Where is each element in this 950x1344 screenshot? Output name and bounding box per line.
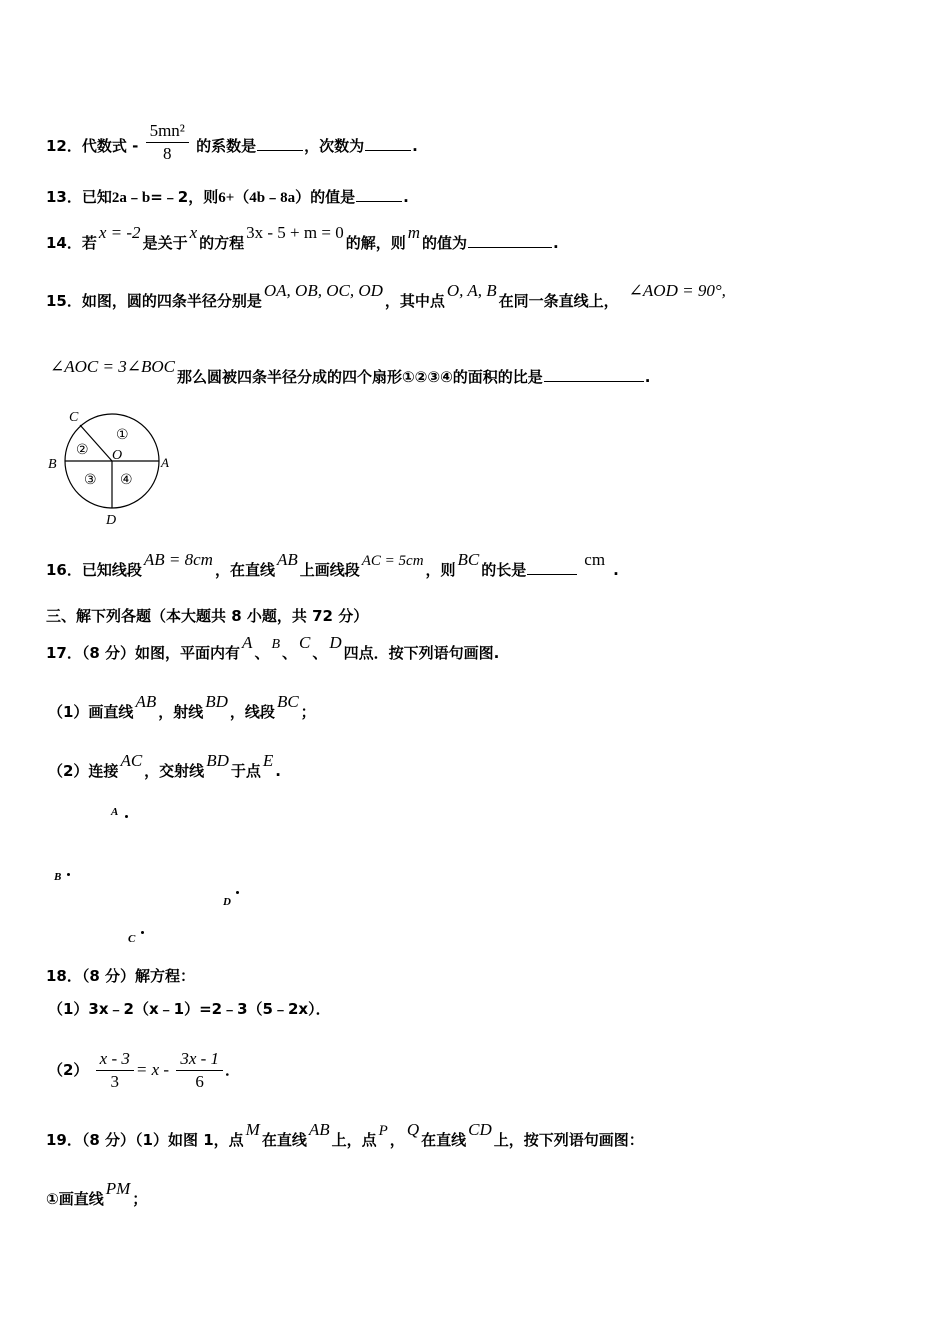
q16-math-4: BC bbox=[457, 550, 480, 569]
q17-sep-2: 、 bbox=[282, 644, 298, 662]
question-18-sub-1 bbox=[48, 999, 331, 1019]
question-16 bbox=[46, 550, 619, 581]
q19-math-2: AB bbox=[308, 1120, 330, 1139]
q15-t1: ，其中点 bbox=[384, 292, 445, 310]
q19-math-1: M bbox=[245, 1120, 260, 1139]
q12-fraction bbox=[146, 122, 189, 163]
q19-t3: ， bbox=[389, 1131, 405, 1149]
q17-fig-dot-c bbox=[141, 931, 144, 934]
q19-sub1-math: PM bbox=[105, 1179, 131, 1198]
q15-math-4: ∠AOC = 3∠BOC bbox=[50, 357, 175, 376]
q19-t4: 在直线 bbox=[421, 1131, 467, 1149]
q17-point-a: A bbox=[242, 633, 253, 652]
q16-t2: 上画线段 bbox=[299, 561, 360, 579]
q13-expr1: 2a﹣b bbox=[111, 190, 151, 206]
q17-sub2-math-1: AC bbox=[120, 751, 143, 770]
q17-fig-dot-d bbox=[236, 891, 239, 894]
q18-f2-num: 3x - 1 bbox=[176, 1050, 223, 1071]
question-19-sub-1 bbox=[46, 1179, 148, 1209]
q15-t3: 那么圆被四条半径分成的四个扇形①②③④的面积的比是 bbox=[176, 368, 543, 386]
q15-blank bbox=[544, 366, 644, 382]
q19-math-5: CD bbox=[468, 1120, 492, 1139]
q12-text: 12．代数式 - bbox=[46, 137, 139, 155]
q15-math-3: ∠AOD = 90°, bbox=[628, 281, 726, 300]
q19-math-4: Q bbox=[406, 1120, 420, 1139]
q13-blank bbox=[356, 186, 402, 202]
q12-frac-num: 5mn² bbox=[146, 122, 189, 143]
sector-1-label: ① bbox=[116, 427, 129, 443]
q19-sub1-end: ； bbox=[132, 1190, 148, 1208]
q18-sub1: （1）3x﹣2（x﹣1）=2﹣3（5﹣2x）． bbox=[48, 1000, 331, 1018]
q17-sub1-math-3: BC bbox=[276, 692, 299, 711]
question-17-sub-1 bbox=[48, 692, 316, 722]
q17-point-b: B bbox=[271, 637, 281, 652]
q18-fraction-2 bbox=[176, 1050, 223, 1091]
q17-sub1-d: ； bbox=[300, 703, 316, 721]
q14-math-3: 3x - 5 + m = 0 bbox=[246, 223, 344, 242]
label-d: D bbox=[106, 513, 117, 528]
label-c: C bbox=[69, 410, 79, 425]
q13-period: . bbox=[403, 188, 409, 206]
q17-sub1-math-2: BD bbox=[205, 692, 228, 711]
q14-num: 14．若 bbox=[46, 234, 97, 252]
q17-sub1-math-1: AB bbox=[135, 692, 157, 711]
q13-text: 的值是 bbox=[310, 188, 356, 206]
q17-sub2-a: （2）连接 bbox=[48, 762, 119, 780]
q19-t5: 上，按下列语句画图： bbox=[493, 1131, 644, 1149]
q16-math-1: AB = 8cm bbox=[143, 550, 213, 569]
q17-sub1-b: ，射线 bbox=[158, 703, 204, 721]
q16-num: 16．已知线段 bbox=[46, 561, 142, 579]
q14-t3: 的解，则 bbox=[345, 234, 406, 252]
q17-sub2-math-2: BD bbox=[206, 751, 229, 770]
question-17 bbox=[46, 633, 500, 665]
q18-mid: = x - bbox=[135, 1060, 170, 1079]
q15-t2: 在同一条直线上， bbox=[498, 292, 619, 310]
q16-math-2: AB bbox=[276, 550, 298, 569]
q15-num: 15．如图，圆的四条半径分别是 bbox=[46, 292, 262, 310]
q12-blank-1 bbox=[257, 135, 303, 151]
q12-end: . bbox=[412, 137, 418, 155]
q17-sub2-d: . bbox=[275, 762, 281, 780]
q12-blank-2 bbox=[365, 135, 411, 151]
label-a: A bbox=[161, 455, 169, 470]
q16-blank bbox=[527, 559, 577, 575]
sector-2-label: ② bbox=[76, 442, 89, 458]
section-3-heading: 三、解下列各题（本大题共 8 小题，共 72 分） bbox=[46, 607, 369, 625]
question-19 bbox=[46, 1120, 644, 1151]
q14-t4: 的值为 bbox=[422, 234, 468, 252]
q16-unit: cm bbox=[584, 550, 606, 569]
question-12 bbox=[46, 121, 418, 167]
q16-t4: 的长是 bbox=[481, 561, 527, 579]
q14-blank bbox=[468, 232, 552, 248]
q12-text-mid: 的系数是 bbox=[196, 137, 257, 155]
q17-point-d: D bbox=[329, 633, 342, 652]
q16-period: . bbox=[613, 561, 619, 579]
q17-fig-dot-b bbox=[67, 873, 70, 876]
q19-t1: 在直线 bbox=[261, 1131, 307, 1149]
sector-4-label: ④ bbox=[120, 472, 133, 488]
q18-f2-den: 6 bbox=[195, 1072, 204, 1091]
question-18 bbox=[46, 966, 195, 986]
q13-expr2: 6+（4b﹣8a） bbox=[218, 190, 311, 206]
q19-sub1: ①画直线 bbox=[46, 1190, 104, 1208]
label-o: O bbox=[112, 448, 123, 463]
q18-num: 18．（8 分）解方程： bbox=[46, 967, 196, 985]
q14-period: . bbox=[553, 234, 559, 252]
q18-f1-num: x - 3 bbox=[96, 1050, 134, 1071]
question-18-sub-2 bbox=[48, 1050, 240, 1091]
question-14 bbox=[46, 223, 559, 253]
q19-t2: 上，点 bbox=[331, 1131, 377, 1149]
q17-t1: 四点．按下列语句画图. bbox=[343, 644, 500, 662]
q17-fig-label-c: C bbox=[128, 933, 136, 945]
q17-fig-label-d: D bbox=[223, 896, 231, 908]
q17-sep-3: 、 bbox=[312, 644, 328, 662]
q17-sub2-c: 于点 bbox=[230, 762, 261, 780]
sector-3-label: ③ bbox=[84, 472, 97, 488]
q14-math-2: x bbox=[189, 223, 198, 242]
q12-frac-den: 8 bbox=[162, 144, 172, 163]
q17-num: 17．（8 分）如图，平面内有 bbox=[46, 644, 241, 662]
q16-t1: ，在直线 bbox=[214, 561, 275, 579]
q17-fig-label-a: A bbox=[111, 806, 119, 818]
question-17-sub-2 bbox=[48, 751, 281, 781]
label-b: B bbox=[48, 457, 57, 472]
q15-circle-figure bbox=[44, 404, 184, 530]
q14-t1: 是关于 bbox=[142, 234, 188, 252]
q15-period: . bbox=[644, 368, 651, 386]
q14-math-4: m bbox=[407, 223, 420, 242]
question-15 bbox=[46, 281, 728, 311]
q18-fraction-1 bbox=[96, 1050, 134, 1091]
q18-sub2-end: ． bbox=[225, 1061, 241, 1079]
q14-t2: 的方程 bbox=[199, 234, 245, 252]
q17-sub2-b: ，交射线 bbox=[144, 762, 205, 780]
q14-math-1: x = -2 bbox=[98, 223, 141, 242]
q19-num: 19．（8 分）（1）如图 1，点 bbox=[46, 1131, 244, 1149]
q16-t3: ，则 bbox=[425, 561, 456, 579]
q15-math-1: OA, OB, OC, OD bbox=[263, 281, 383, 300]
q17-sub2-math-3: E bbox=[262, 751, 274, 770]
q15-math-2: O, A, B bbox=[446, 281, 497, 300]
q16-math-3: AC = 5cm bbox=[361, 553, 424, 569]
q17-fig-label-b: B bbox=[54, 871, 62, 883]
q18-f1-den: 3 bbox=[110, 1072, 120, 1091]
q17-sep-1: 、 bbox=[254, 644, 270, 662]
q13-eq: =﹣2，则 bbox=[150, 188, 219, 206]
question-13 bbox=[46, 186, 409, 208]
q13-num: 13．已知 bbox=[46, 188, 112, 206]
q17-point-c: C bbox=[299, 633, 311, 652]
question-15-line-2 bbox=[48, 357, 651, 387]
q17-sub1-a: （1）画直线 bbox=[48, 703, 134, 721]
q17-fig-dot-a bbox=[125, 815, 128, 818]
q17-sub1-c: ，线段 bbox=[229, 703, 275, 721]
q18-sub2-a: （2） bbox=[48, 1061, 89, 1079]
q12-text-mid2: ，次数为 bbox=[304, 137, 365, 155]
q19-math-3: P bbox=[378, 1123, 388, 1139]
